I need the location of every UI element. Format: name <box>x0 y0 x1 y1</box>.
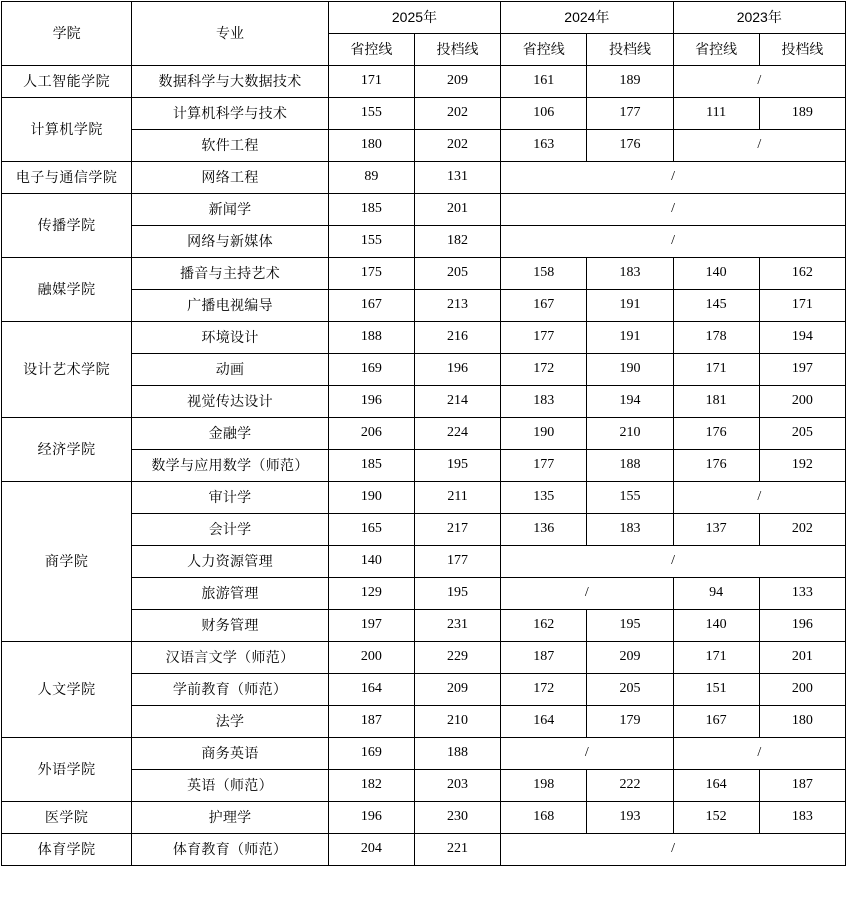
table-row <box>2 642 846 674</box>
y2025-provincial-line-cell: 182 <box>328 770 414 802</box>
y2024-admission-line-cell: 176 <box>587 130 673 162</box>
y2024-provincial-line-cell: 190 <box>501 418 587 450</box>
y2025-admission-line-cell: 203 <box>414 770 500 802</box>
header-year-2024: 2024年 <box>501 2 673 34</box>
y2025-provincial-line-cell: 197 <box>328 610 414 642</box>
y2025-provincial-line-cell: 190 <box>328 482 414 514</box>
y2025-admission-line-cell: 230 <box>414 802 500 834</box>
table-row <box>2 322 846 354</box>
college-name-cell: 外语学院 <box>2 738 132 802</box>
y2025-provincial-line-cell: 169 <box>328 354 414 386</box>
y2025-provincial-line-cell: 165 <box>328 514 414 546</box>
table-row <box>2 802 846 834</box>
table-row <box>2 834 846 866</box>
y2025-admission-line-cell: 205 <box>414 258 500 290</box>
y2023-provincial-line-cell: 171 <box>673 354 759 386</box>
major-name-cell: 数据科学与大数据技术 <box>132 66 328 98</box>
major-name-cell: 会计学 <box>132 514 328 546</box>
y2025-provincial-line-cell: 185 <box>328 194 414 226</box>
header-year-2025: 2025年 <box>328 2 500 34</box>
y2023-admission-line-cell: 171 <box>759 290 845 322</box>
y2023-admission-line-cell: 201 <box>759 642 845 674</box>
y2023-provincial-line-cell: 111 <box>673 98 759 130</box>
y2025-provincial-line-cell: 200 <box>328 642 414 674</box>
y2024-admission-line-cell: 189 <box>587 66 673 98</box>
y2025-provincial-line-cell: 155 <box>328 98 414 130</box>
y2025-admission-line-cell: 213 <box>414 290 500 322</box>
y2023-provincial-line-cell: 140 <box>673 258 759 290</box>
college-name-cell: 体育学院 <box>2 834 132 866</box>
y2024-provincial-line-cell: 158 <box>501 258 587 290</box>
y2025-admission-line-cell: 214 <box>414 386 500 418</box>
y2025-provincial-line-cell: 140 <box>328 546 414 578</box>
y2025-admission-line-cell: 211 <box>414 482 500 514</box>
header-year-2023: 2023年 <box>673 2 845 34</box>
y2024-admission-line-cell: 222 <box>587 770 673 802</box>
major-name-cell: 软件工程 <box>132 130 328 162</box>
header-2025-provincial-line: 省控线 <box>328 34 414 66</box>
y2024-no-data-cell: / <box>501 738 673 770</box>
major-name-cell: 体育教育（师范） <box>132 834 328 866</box>
y2025-admission-line-cell: 182 <box>414 226 500 258</box>
y2025-admission-line-cell: 177 <box>414 546 500 578</box>
y2024-no-data-cell: / <box>501 578 673 610</box>
college-name-cell: 传播学院 <box>2 194 132 258</box>
major-name-cell: 人力资源管理 <box>132 546 328 578</box>
major-name-cell: 播音与主持艺术 <box>132 258 328 290</box>
header-college: 学院 <box>2 2 132 66</box>
y2024-admission-line-cell: 191 <box>587 290 673 322</box>
y2023-admission-line-cell: 133 <box>759 578 845 610</box>
y2023-provincial-line-cell: 145 <box>673 290 759 322</box>
y2025-provincial-line-cell: 171 <box>328 66 414 98</box>
y2023-provincial-line-cell: 152 <box>673 802 759 834</box>
y2024-admission-line-cell: 179 <box>587 706 673 738</box>
major-name-cell: 法学 <box>132 706 328 738</box>
y2025-admission-line-cell: 224 <box>414 418 500 450</box>
college-name-cell: 经济学院 <box>2 418 132 482</box>
y2023-provincial-line-cell: 178 <box>673 322 759 354</box>
y2023-admission-line-cell: 162 <box>759 258 845 290</box>
college-name-cell: 设计艺术学院 <box>2 322 132 418</box>
y2024-provincial-line-cell: 183 <box>501 386 587 418</box>
y2024-provincial-line-cell: 164 <box>501 706 587 738</box>
table-body <box>2 66 846 866</box>
header-2025-admission-line: 投档线 <box>414 34 500 66</box>
y2025-provincial-line-cell: 204 <box>328 834 414 866</box>
major-name-cell: 广播电视编导 <box>132 290 328 322</box>
y2024-provincial-line-cell: 106 <box>501 98 587 130</box>
y2023-admission-line-cell: 202 <box>759 514 845 546</box>
table-header-row-year <box>2 2 846 34</box>
major-name-cell: 旅游管理 <box>132 578 328 610</box>
y2024-admission-line-cell: 193 <box>587 802 673 834</box>
college-name-cell: 计算机学院 <box>2 98 132 162</box>
y2025-admission-line-cell: 188 <box>414 738 500 770</box>
y2024-provincial-line-cell: 172 <box>501 354 587 386</box>
y2023-admission-line-cell: 183 <box>759 802 845 834</box>
y2024-admission-line-cell: 205 <box>587 674 673 706</box>
y2025-provincial-line-cell: 187 <box>328 706 414 738</box>
y2025-admission-line-cell: 217 <box>414 514 500 546</box>
header-2024-admission-line: 投档线 <box>587 34 673 66</box>
table-header <box>2 2 846 66</box>
major-name-cell: 视觉传达设计 <box>132 386 328 418</box>
college-name-cell: 医学院 <box>2 802 132 834</box>
header-2023-admission-line: 投档线 <box>759 34 845 66</box>
table-row <box>2 258 846 290</box>
y2024-provincial-line-cell: 177 <box>501 450 587 482</box>
college-name-cell: 商学院 <box>2 482 132 642</box>
y2023-admission-line-cell: 189 <box>759 98 845 130</box>
y2024-provincial-line-cell: 136 <box>501 514 587 546</box>
y2023-provincial-line-cell: 140 <box>673 610 759 642</box>
college-name-cell: 融媒学院 <box>2 258 132 322</box>
y2024-provincial-line-cell: 198 <box>501 770 587 802</box>
y2025-admission-line-cell: 131 <box>414 162 500 194</box>
y2024-admission-line-cell: 155 <box>587 482 673 514</box>
header-2024-provincial-line: 省控线 <box>501 34 587 66</box>
college-name-cell: 人文学院 <box>2 642 132 738</box>
y2025-admission-line-cell: 229 <box>414 642 500 674</box>
table-row <box>2 194 846 226</box>
y2025-admission-line-cell: 202 <box>414 98 500 130</box>
header-major: 专业 <box>132 2 328 66</box>
no-data-cell-2024-2023: / <box>501 226 846 258</box>
y2025-provincial-line-cell: 169 <box>328 738 414 770</box>
y2023-provincial-line-cell: 164 <box>673 770 759 802</box>
y2023-no-data-cell: / <box>673 130 845 162</box>
y2024-provincial-line-cell: 187 <box>501 642 587 674</box>
y2024-admission-line-cell: 188 <box>587 450 673 482</box>
y2024-provincial-line-cell: 161 <box>501 66 587 98</box>
major-name-cell: 英语（师范） <box>132 770 328 802</box>
y2023-provincial-line-cell: 181 <box>673 386 759 418</box>
major-name-cell: 数学与应用数学（师范） <box>132 450 328 482</box>
major-name-cell: 环境设计 <box>132 322 328 354</box>
major-name-cell: 动画 <box>132 354 328 386</box>
major-name-cell: 学前教育（师范） <box>132 674 328 706</box>
y2024-admission-line-cell: 194 <box>587 386 673 418</box>
y2024-admission-line-cell: 195 <box>587 610 673 642</box>
major-name-cell: 网络与新媒体 <box>132 226 328 258</box>
y2023-admission-line-cell: 180 <box>759 706 845 738</box>
y2023-no-data-cell: / <box>673 66 845 98</box>
y2023-provincial-line-cell: 176 <box>673 418 759 450</box>
table-row <box>2 418 846 450</box>
y2025-admission-line-cell: 210 <box>414 706 500 738</box>
no-data-cell-2024-2023: / <box>501 546 846 578</box>
y2025-admission-line-cell: 231 <box>414 610 500 642</box>
college-name-cell: 电子与通信学院 <box>2 162 132 194</box>
y2025-admission-line-cell: 195 <box>414 450 500 482</box>
y2023-admission-line-cell: 194 <box>759 322 845 354</box>
y2025-admission-line-cell: 201 <box>414 194 500 226</box>
y2024-admission-line-cell: 183 <box>587 514 673 546</box>
y2025-provincial-line-cell: 196 <box>328 802 414 834</box>
y2023-provincial-line-cell: 151 <box>673 674 759 706</box>
y2025-admission-line-cell: 196 <box>414 354 500 386</box>
y2023-admission-line-cell: 192 <box>759 450 845 482</box>
admission-score-table <box>1 1 846 866</box>
y2025-provincial-line-cell: 89 <box>328 162 414 194</box>
y2024-admission-line-cell: 177 <box>587 98 673 130</box>
y2023-provincial-line-cell: 137 <box>673 514 759 546</box>
y2024-provincial-line-cell: 177 <box>501 322 587 354</box>
no-data-cell-2024-2023: / <box>501 834 846 866</box>
y2025-provincial-line-cell: 180 <box>328 130 414 162</box>
y2023-admission-line-cell: 196 <box>759 610 845 642</box>
table-row <box>2 66 846 98</box>
y2024-admission-line-cell: 190 <box>587 354 673 386</box>
y2025-provincial-line-cell: 167 <box>328 290 414 322</box>
major-name-cell: 计算机科学与技术 <box>132 98 328 130</box>
table-row <box>2 738 846 770</box>
header-2023-provincial-line: 省控线 <box>673 34 759 66</box>
y2023-admission-line-cell: 187 <box>759 770 845 802</box>
major-name-cell: 护理学 <box>132 802 328 834</box>
y2023-admission-line-cell: 197 <box>759 354 845 386</box>
major-name-cell: 商务英语 <box>132 738 328 770</box>
y2023-no-data-cell: / <box>673 482 845 514</box>
y2023-admission-line-cell: 200 <box>759 386 845 418</box>
y2024-provincial-line-cell: 162 <box>501 610 587 642</box>
y2023-provincial-line-cell: 171 <box>673 642 759 674</box>
y2024-provincial-line-cell: 135 <box>501 482 587 514</box>
college-name-cell: 人工智能学院 <box>2 66 132 98</box>
y2025-admission-line-cell: 209 <box>414 66 500 98</box>
y2023-provincial-line-cell: 94 <box>673 578 759 610</box>
y2025-admission-line-cell: 221 <box>414 834 500 866</box>
y2023-admission-line-cell: 205 <box>759 418 845 450</box>
major-name-cell: 网络工程 <box>132 162 328 194</box>
y2024-provincial-line-cell: 168 <box>501 802 587 834</box>
y2025-admission-line-cell: 209 <box>414 674 500 706</box>
major-name-cell: 金融学 <box>132 418 328 450</box>
y2025-provincial-line-cell: 196 <box>328 386 414 418</box>
y2025-admission-line-cell: 202 <box>414 130 500 162</box>
major-name-cell: 财务管理 <box>132 610 328 642</box>
y2023-provincial-line-cell: 176 <box>673 450 759 482</box>
y2024-admission-line-cell: 210 <box>587 418 673 450</box>
y2024-admission-line-cell: 191 <box>587 322 673 354</box>
y2025-provincial-line-cell: 155 <box>328 226 414 258</box>
major-name-cell: 审计学 <box>132 482 328 514</box>
y2025-provincial-line-cell: 185 <box>328 450 414 482</box>
no-data-cell-2024-2023: / <box>501 194 846 226</box>
y2024-admission-line-cell: 209 <box>587 642 673 674</box>
y2025-provincial-line-cell: 188 <box>328 322 414 354</box>
no-data-cell-2024-2023: / <box>501 162 846 194</box>
y2025-admission-line-cell: 216 <box>414 322 500 354</box>
major-name-cell: 新闻学 <box>132 194 328 226</box>
y2024-provincial-line-cell: 172 <box>501 674 587 706</box>
y2024-provincial-line-cell: 167 <box>501 290 587 322</box>
y2025-provincial-line-cell: 129 <box>328 578 414 610</box>
y2023-admission-line-cell: 200 <box>759 674 845 706</box>
y2024-provincial-line-cell: 163 <box>501 130 587 162</box>
table-row <box>2 482 846 514</box>
table-row <box>2 162 846 194</box>
y2023-no-data-cell: / <box>673 738 845 770</box>
major-name-cell: 汉语言文学（师范） <box>132 642 328 674</box>
y2025-provincial-line-cell: 164 <box>328 674 414 706</box>
y2024-admission-line-cell: 183 <box>587 258 673 290</box>
y2025-provincial-line-cell: 175 <box>328 258 414 290</box>
y2023-provincial-line-cell: 167 <box>673 706 759 738</box>
table-row <box>2 98 846 130</box>
y2025-provincial-line-cell: 206 <box>328 418 414 450</box>
y2025-admission-line-cell: 195 <box>414 578 500 610</box>
